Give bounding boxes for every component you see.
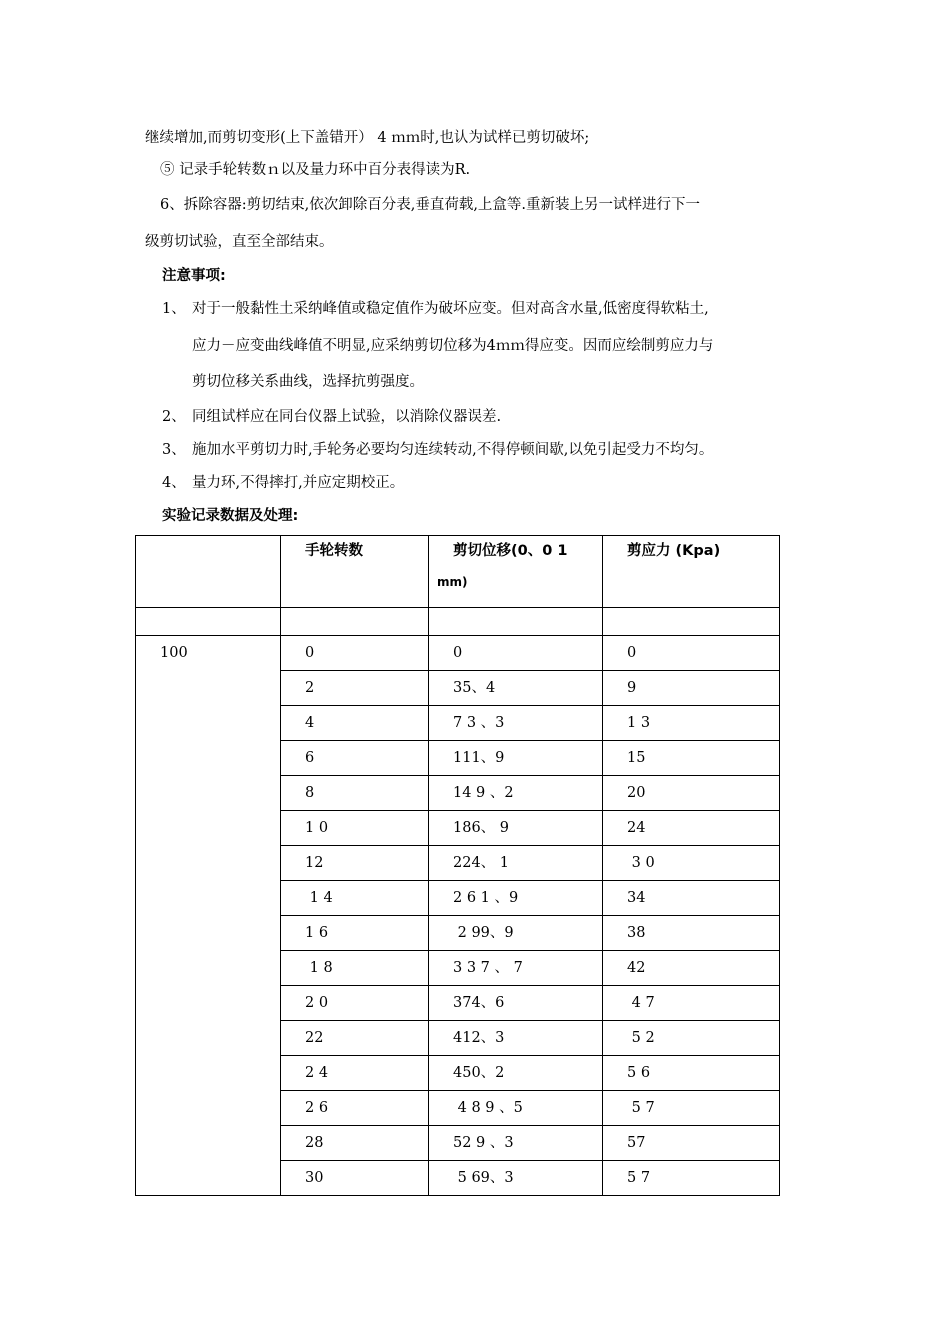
table-cell: 186、 9	[429, 811, 603, 846]
table-cell: 6	[281, 741, 429, 776]
paragraph-record-step: ⑤ 记录手轮转数ｎ以及量力环中百分表得读为R.	[160, 162, 471, 178]
table-cell: 4	[281, 706, 429, 741]
table-cell: 1 6	[281, 916, 429, 951]
table-cell: 2 0	[281, 986, 429, 1021]
paragraph-dismantle-step-cont: 级剪切试验，直至全部结束。	[145, 234, 334, 250]
paragraph-dismantle-step: 6、拆除容器:剪切结束,依次卸除百分表,垂直荷载,上盒等.重新装上另一试样进行下一	[160, 197, 701, 213]
table-cell: 3 0	[603, 846, 780, 881]
table-cell: 450、2	[429, 1056, 603, 1091]
note-text: 施加水平剪切力时,手轮务必要均匀连续转动,不得停顿间歇,以免引起受力不均匀。	[192, 442, 714, 458]
note-text: 剪切位移关系曲线，选择抗剪强度。	[192, 374, 424, 390]
group-label-cell: 100	[136, 636, 281, 1196]
table-cell	[429, 608, 603, 636]
table-cell: 412、3	[429, 1021, 603, 1056]
note-number: 4、	[162, 475, 186, 491]
table-header-cell: 剪切位移(0、0 1 mm)	[429, 536, 603, 608]
table-cell: 1 0	[281, 811, 429, 846]
data-table	[135, 535, 780, 1196]
notes-heading: 注意事项:	[162, 268, 226, 284]
table-cell: 30	[281, 1161, 429, 1196]
table-header-cell	[136, 536, 281, 608]
table-cell: 2 99、9	[429, 916, 603, 951]
table-heading: 实验记录数据及处理:	[162, 508, 299, 524]
table-header-row	[136, 536, 780, 608]
table-cell: 5 2	[603, 1021, 780, 1056]
table-cell: 15	[603, 741, 780, 776]
table-cell: 0	[603, 636, 780, 671]
table-cell: 224、 1	[429, 846, 603, 881]
table-cell: 38	[603, 916, 780, 951]
note-text: 应力－应变曲线峰值不明显,应采纳剪切位移为4ｍｍ得应变。因而应绘制剪应力与	[192, 338, 714, 354]
table-row	[136, 636, 780, 671]
table-cell: 0	[429, 636, 603, 671]
table-cell: 22	[281, 1021, 429, 1056]
table-cell: 35、4	[429, 671, 603, 706]
table-cell: 5 6	[603, 1056, 780, 1091]
table-cell: 42	[603, 951, 780, 986]
table-header-unit: mm)	[437, 575, 468, 589]
table-cell: 7 3 、3	[429, 706, 603, 741]
table-cell: 2 4	[281, 1056, 429, 1091]
paragraph-continuation: 继续增加,而剪切变形(上下盖错开） 4 ｍｍ时,也认为试样已剪切破坏;	[145, 130, 590, 146]
table-cell: 8	[281, 776, 429, 811]
table-cell: 1 4	[281, 881, 429, 916]
table-header-cell: 手轮转数	[281, 536, 429, 608]
table-cell: 12	[281, 846, 429, 881]
table-cell: 5 69、3	[429, 1161, 603, 1196]
table-cell: 24	[603, 811, 780, 846]
table-cell: 2 6	[281, 1091, 429, 1126]
table-cell	[136, 608, 281, 636]
note-text: 量力环,不得摔打,并应定期校正。	[192, 475, 405, 491]
table-cell: 4 7	[603, 986, 780, 1021]
table-cell: 34	[603, 881, 780, 916]
table-cell: 3 3 7 、 7	[429, 951, 603, 986]
note-number: 1、	[162, 301, 186, 317]
note-number: 3、	[162, 442, 186, 458]
note-text: 同组试样应在同台仪器上试验，以消除仪器误差.	[192, 409, 502, 425]
table-cell: 4 8 9 、5	[429, 1091, 603, 1126]
table-cell: 14 9 、2	[429, 776, 603, 811]
table-cell: 2 6 1 、9	[429, 881, 603, 916]
table-cell: 111、9	[429, 741, 603, 776]
table-cell: 0	[281, 636, 429, 671]
table-cell: 28	[281, 1126, 429, 1161]
note-number: 2、	[162, 409, 186, 425]
table-cell: 20	[603, 776, 780, 811]
table-cell: 5 7	[603, 1091, 780, 1126]
table-cell: 1 3	[603, 706, 780, 741]
table-cell: 374、6	[429, 986, 603, 1021]
table-cell: 2	[281, 671, 429, 706]
note-text: 对于一般黏性土采纳峰值或稳定值作为破坏应变。但对高含水量,低密度得软粘土,	[192, 301, 709, 317]
table-cell: 1 8	[281, 951, 429, 986]
table-cell: 5 7	[603, 1161, 780, 1196]
table-cell: 52 9 、3	[429, 1126, 603, 1161]
table-cell: 9	[603, 671, 780, 706]
table-cell: 57	[603, 1126, 780, 1161]
table-cell	[281, 608, 429, 636]
table-cell	[603, 608, 780, 636]
table-blank-row	[136, 608, 780, 636]
table-header-cell: 剪应力 (Kpa)	[603, 536, 780, 608]
